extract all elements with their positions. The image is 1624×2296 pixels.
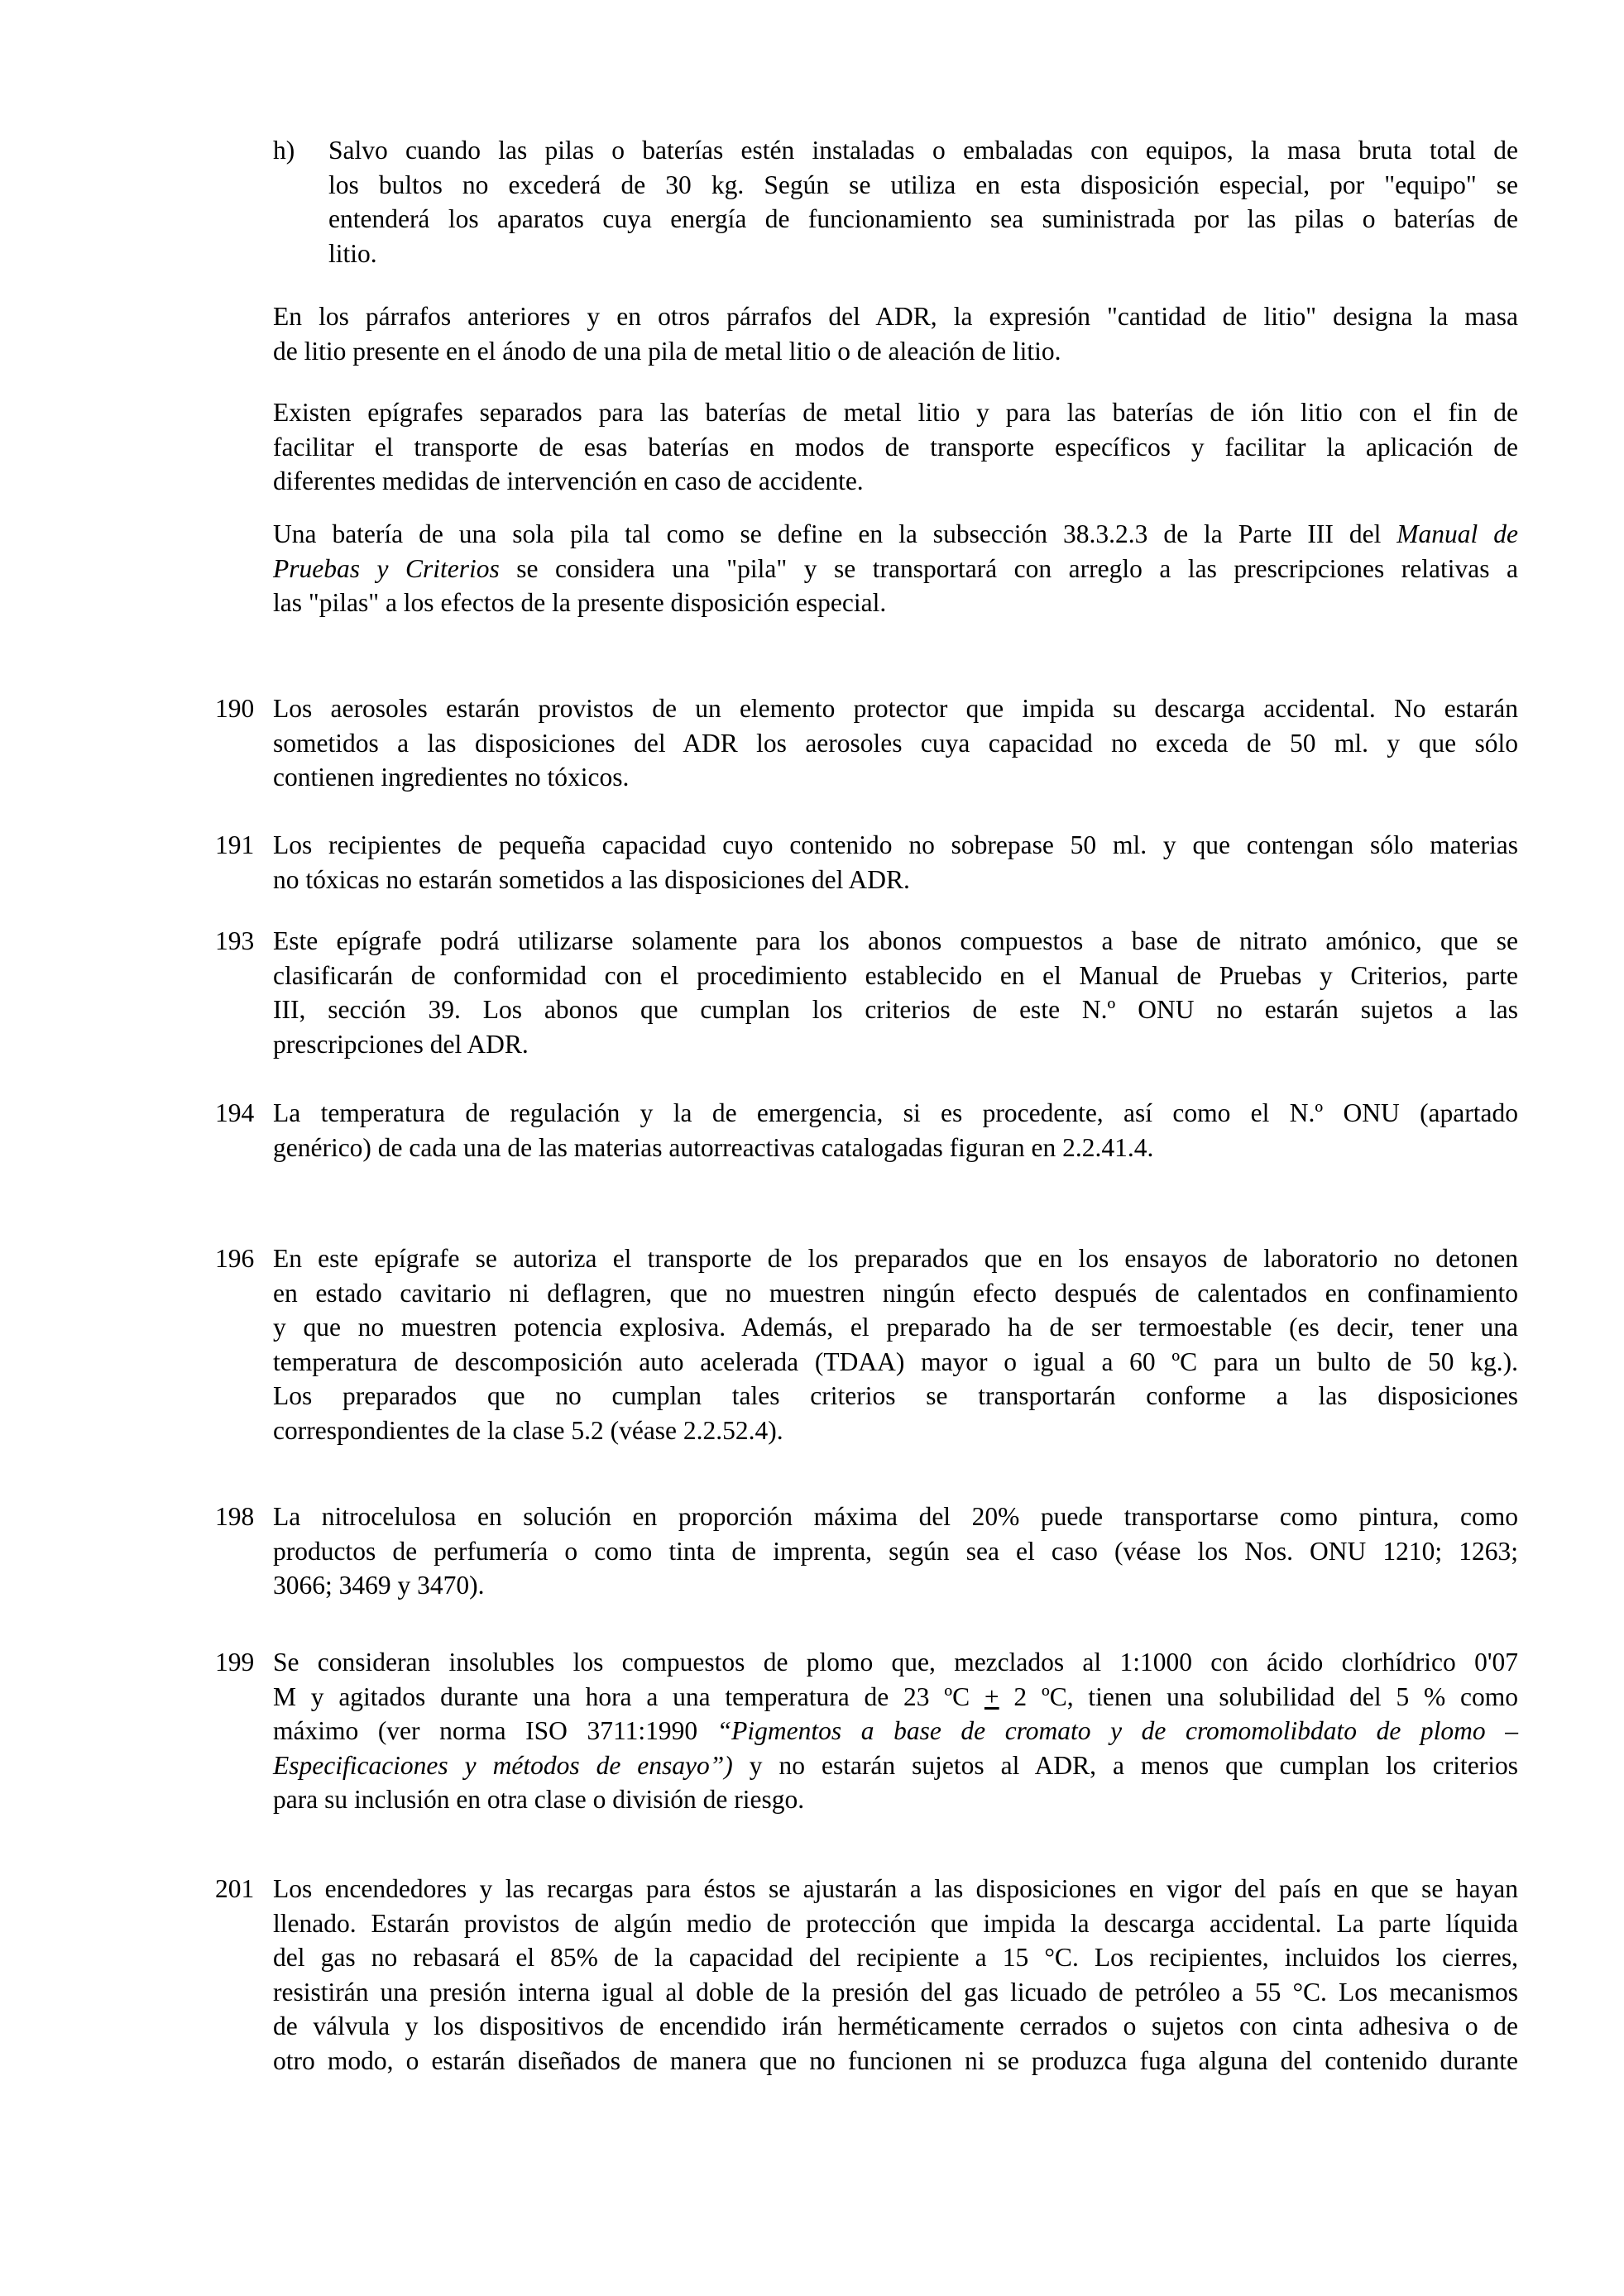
paragraph-bateria-sola-pila [273,517,1518,620]
text-run: y no estarán sujetos al ADR, a menos que cumplan los criterios [732,1750,1518,1780]
standard-title-italic: Especificaciones y métodos de ensayo”) [273,1750,733,1780]
text-line [273,1714,1518,1748]
text-line: no tóxicas no estarán sometidos a las disposiciones del ADR. [273,864,910,894]
text-run: Una batería de una sola pila tal como se define en la subsección 38.3.2.3 de la Parte III del [273,519,1397,548]
text-line: La temperatura de regulación y la de emergencia, si es procedente, así como el N.º ONU (apartado [273,1098,1518,1127]
paragraph-epigrafes-separados [273,395,1518,499]
text-line: llenado. Estarán provistos de algún medio de protección que impida la descarga accidental. La parte líquida [273,1908,1518,1938]
text-line: Salvo cuando las pilas o baterías estén instaladas o embaladas con equipos, la masa bruta total de [328,136,1518,165]
text-line: clasificarán de conformidad con el procedimiento establecido en el Manual de Pruebas y Criterios, parte [273,960,1518,990]
text-line: Los recipientes de pequeña capacidad cuyo contenido no sobrepase 50 ml. y que contengan sólo materias [273,830,1518,859]
manual-title-italic: Pruebas y Criterios [273,553,500,583]
text-line [273,1748,1518,1783]
plus-minus-sign: + [984,1681,999,1711]
text-line: productos de perfumería o como tinta de imprenta, según sea el caso (véase los Nos. ONU 1210; 1263; [273,1536,1518,1566]
manual-title-italic: Manual de [1396,519,1518,548]
text-line: contienen ingredientes no tóxicos. [273,763,630,792]
text-line: correspondientes de la clase 5.2 (véase 2.2.52.4). [273,1415,783,1445]
text-line: resistirán una presión interna igual al doble de la presión del gas licuado de petróleo a 55 °C. Los mecanismos [273,1977,1518,2007]
text-line: III, sección 39. Los abonos que cumplan los criterios de este N.º ONU no estarán sujetos a las [273,995,1518,1024]
provision-number-190: 190 [215,694,255,723]
text-line: las "pilas" a los efectos de la presente disposición especial. [273,588,887,617]
text-line: En los párrafos anteriores y en otros párrafos del ADR, la expresión "cantidad de litio" designa la masa [273,302,1518,331]
text-line: y que no muestren potencia explosiva. Además, el preparado ha de ser termoestable (es decir, tener una [273,1313,1518,1342]
provision-194-text [273,1096,1518,1165]
text-line [273,552,1518,586]
provision-number-196: 196 [215,1244,255,1273]
text-line: para su inclusión en otra clase o división de riesgo. [273,1785,805,1814]
text-line: temperatura de descomposición auto acelerada (TDAA) mayor o igual a 60 ºC para un bulto de 50 kg.). [273,1347,1518,1376]
paragraph-cantidad-litio [273,299,1518,368]
text-run: M y agitados durante una hora a una temperatura de 23 ºC [273,1681,984,1711]
provision-number-193: 193 [215,926,255,955]
text-line: Este epígrafe podrá utilizarse solamente para los abonos compuestos a base de nitrato amónico, que se [273,926,1518,955]
text-line: Los encendedores y las recargas para éstos se ajustarán a las disposiciones en vigor del país en que se hayan [273,1874,1518,1903]
text-line: en estado cavitario ni deflagren, que no muestren ningún efecto después de calentados en confinamiento [273,1278,1518,1308]
text-line: litio. [328,238,377,268]
text-line: facilitar el transporte de esas baterías en modos de transporte específicos y facilitar la aplicación de [273,432,1518,462]
text-line: En este epígrafe se autoriza el transporte de los preparados que en los ensayos de laboratorio no detonen [273,1244,1518,1273]
provision-198-text [273,1500,1518,1603]
provision-190-text [273,691,1518,795]
text-line: diferentes medidas de intervención en caso de accidente. [273,466,864,495]
provision-number-191: 191 [215,830,255,859]
text-run: máximo (ver norma ISO 3711:1990 [273,1716,717,1745]
provision-196-text [273,1241,1518,1447]
provision-199-text [273,1645,1518,1817]
text-line: genérico) de cada una de las materias autorreactivas catalogadas figuran en 2.2.41.4. [273,1132,1154,1162]
text-line [273,517,1518,552]
standard-title-italic: “Pigmentos a base de cromato y de cromomolibdato de plomo – [716,1716,1518,1745]
text-line: 3066; 3469 y 3470). [273,1571,485,1600]
text-line: del gas no rebasará el 85% de la capacidad del recipiente a 15 °C. Los recipientes, incluidos los cierres, [273,1943,1518,1972]
text-line: otro modo, o estarán diseñados de manera que no funcionen ni se produzca fuga alguna del contenido durante [273,2045,1518,2075]
text-line: entenderá los aparatos cuya energía de funcionamiento sea suministrada por las pilas o baterías de [328,204,1518,233]
text-line: Los preparados que no cumplan tales criterios se transportarán conforme a las disposiciones [273,1381,1518,1410]
text-line: de válvula y los dispositivos de encendido irán herméticamente cerrados o sujetos con cinta adhesiva o de [273,2011,1518,2040]
text-line: sometidos a las disposiciones del ADR los aerosoles cuya capacidad no exceda de 50 ml. y que sólo [273,728,1518,758]
text-line: los bultos no excederá de 30 kg. Según se utiliza en esta disposición especial, por "equipo" se [328,170,1518,199]
item-h-label: h) [273,136,295,165]
provision-191-text [273,828,1518,897]
provision-number-199: 199 [215,1648,255,1677]
text-line: Existen epígrafes separados para las baterías de metal litio y para las baterías de ión litio con el fin de [273,398,1518,427]
text-run: se considera una "pila" y se transportará con arreglo a las prescripciones relativas a [499,553,1519,583]
text-line: Los aerosoles estarán provistos de un elemento protector que impida su descarga accidental. No estarán [273,694,1518,723]
text-line: Se consideran insolubles los compuestos de plomo que, mezclados al 1:1000 con ácido clorhídrico 0'07 [273,1648,1518,1677]
provision-201-text [273,1872,1518,2078]
text-line [273,1680,1518,1715]
item-h-text [328,133,1518,270]
text-line: La nitrocelulosa en solución en proporción máxima del 20% puede transportarse como pintura, como [273,1502,1518,1531]
text-line: prescripciones del ADR. [273,1029,529,1059]
provision-193-text [273,924,1518,1061]
text-run: 2 ºC, tienen una solubilidad del 5 % como [999,1681,1518,1711]
provision-number-198: 198 [215,1502,255,1531]
provision-number-194: 194 [215,1098,255,1127]
provision-number-201: 201 [215,1874,255,1903]
text-line: de litio presente en el ánodo de una pila de metal litio o de aleación de litio. [273,336,1061,366]
